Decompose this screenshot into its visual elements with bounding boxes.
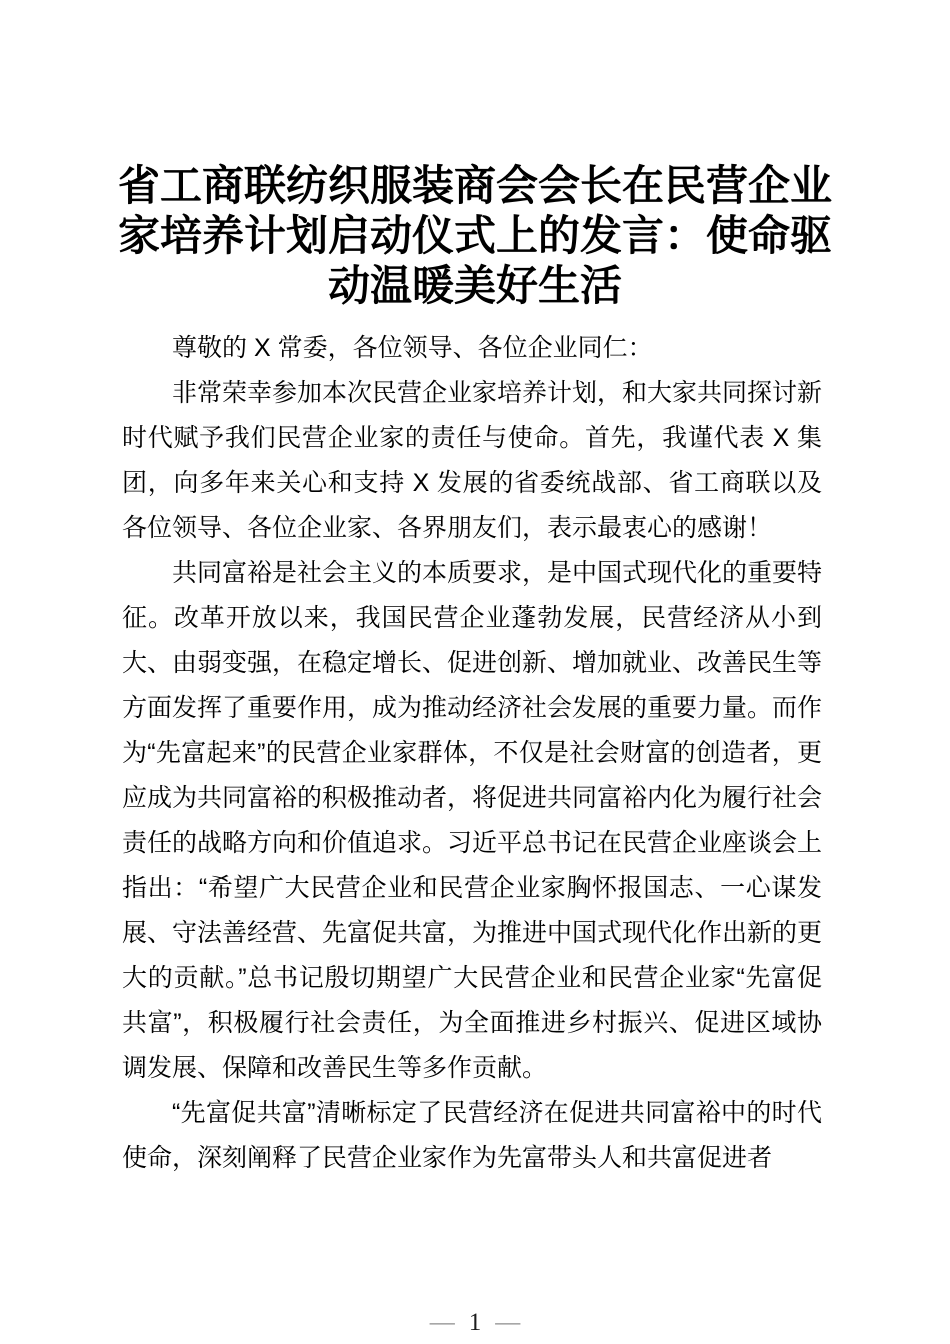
page-number: 1 <box>468 1309 482 1336</box>
body-paragraph: 共同富裕是社会主义的本质要求，是中国式现代化的重要特征。改革开放以来，我国民营企业蓬勃发展，民营经济从小到大、由弱变强，在稳定增长、促进创新、增加就业、改善民生等方面发挥了重要作用，成为推动经济社会发展的重要力量。而作为“先富起来”的民营企业家群体，不仅是社会财富的创造者，更应成为共同富裕的积极推动者，将促进共同富裕内化为履行社会责任的战略方向和价值追求。习近平总书记在民营企业座谈会上指出：“希望广大民营企业和民营企业家胸怀报国志、一心谋发展、守法善经营、先富促共富，为推进中国式现代化作出新的更大的贡献。”总书记殷切期望广大民营企业和民营企业家“先富促共富”，积极履行社会责任，为全面推进乡村振兴、促进区域协调发展、保障和改善民生等多作贡献。 <box>122 559 823 1082</box>
document-body <box>122 326 822 1181</box>
footer-dash-right: — <box>495 1309 521 1336</box>
page-footer <box>0 1308 950 1338</box>
body-paragraph: 非常荣幸参加本次民营企业家培养计划，和大家共同探讨新时代赋予我们民营企业家的责任与使命。首先，我谨代表 X 集团，向多年来关心和支持 X 发展的省委统战部、省工商联以及各位领导、各位企业家、各界朋友们，表示最衷心的感谢！ <box>122 379 823 542</box>
title-block <box>0 0 950 312</box>
footer-dash-left: — <box>429 1309 455 1336</box>
body-paragraph: “先富促共富”清晰标定了民营经济在促进共同富裕中的时代使命，深刻阐释了民营企业家作为先富带头人和共富促进者 <box>122 1099 822 1172</box>
document-title: 省工商联纺织服装商会会长在民营企业家培养计划启动仪式上的发言：使命驱动温暖美好生活 <box>117 164 832 310</box>
salutation: 尊敬的 X 常委，各位领导、各位企业同仁： <box>172 334 653 362</box>
